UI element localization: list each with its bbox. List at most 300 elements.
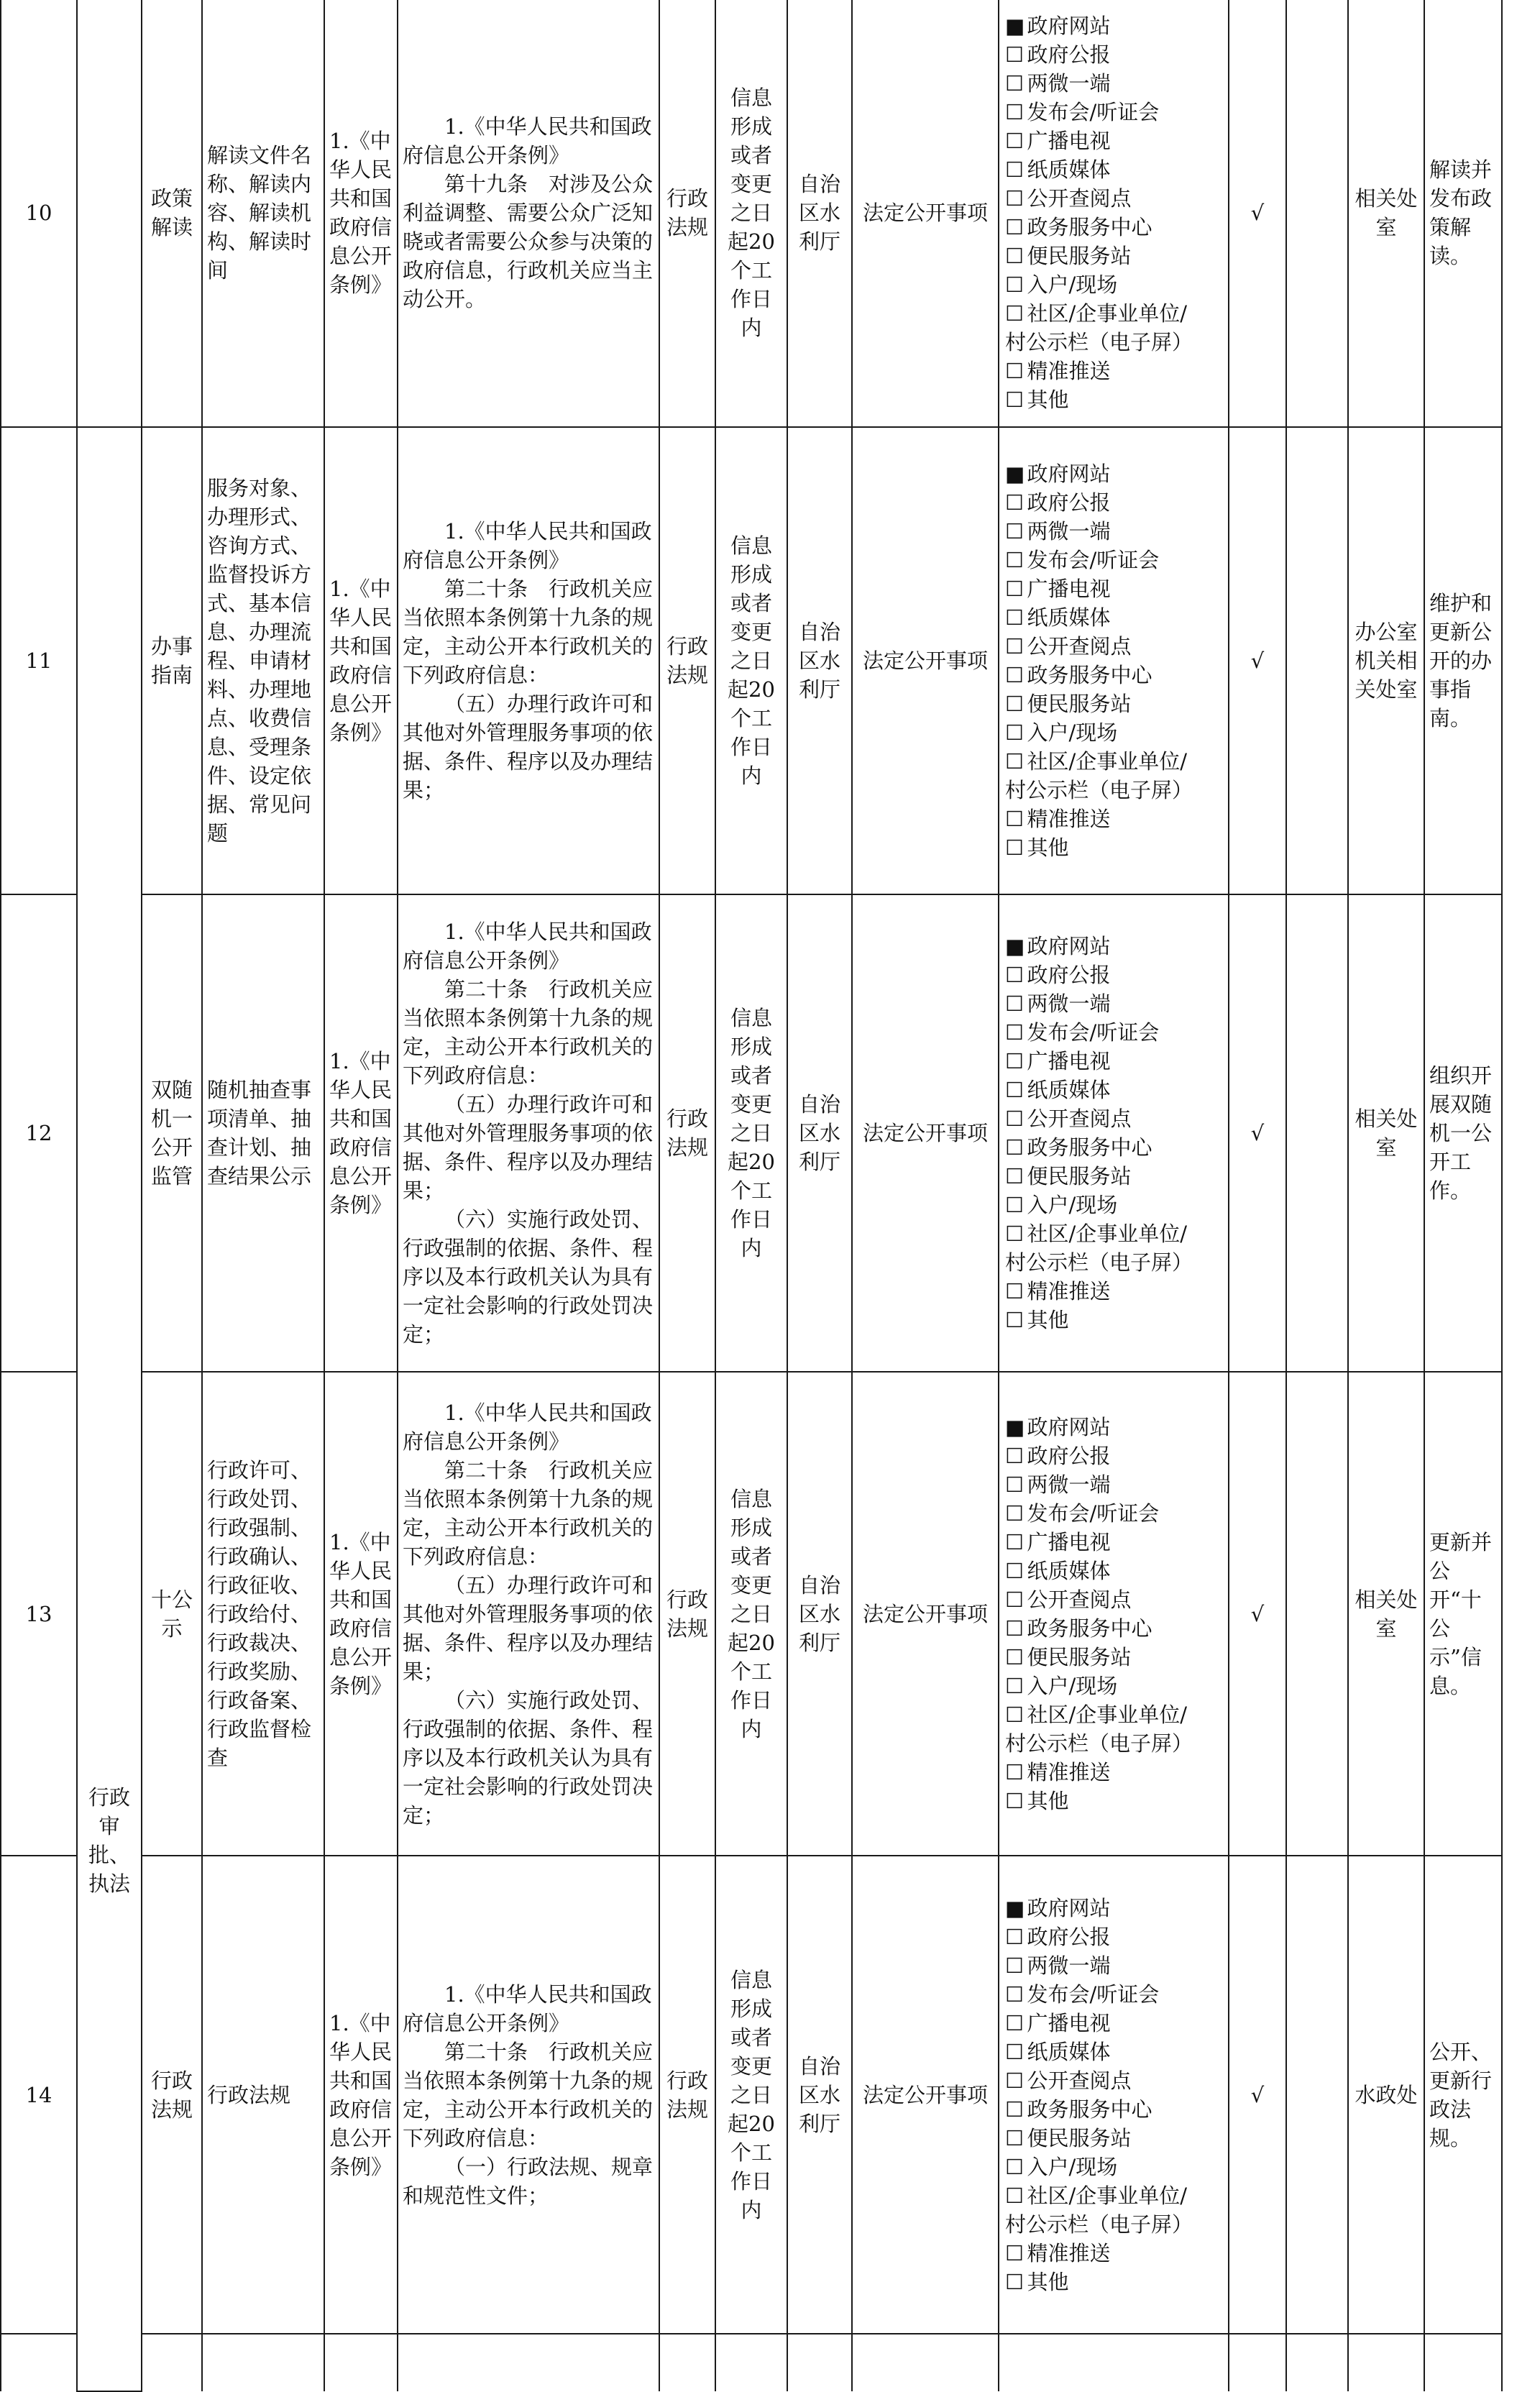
channel-option[interactable] — [999, 488, 1228, 517]
time-limit: 信息形成或者变更之日起20个工作日内 — [715, 894, 787, 1372]
table-row — [1, 1856, 1502, 2334]
table-row — [1, 0, 1502, 427]
channel-option[interactable] — [999, 2124, 1228, 2153]
channel-option[interactable] — [999, 1133, 1228, 1162]
law-type: 行政法规 — [659, 0, 715, 427]
row-number: 10 — [1, 0, 77, 427]
unchecked-box-icon[interactable]: ☐ — [1005, 835, 1024, 860]
unchecked-box-icon[interactable]: ☐ — [1005, 1135, 1024, 1160]
subject: 自治区水利厅 — [787, 1856, 852, 2334]
table-row — [1, 1372, 1502, 1856]
attribute: 法定公开事项 — [852, 0, 999, 427]
unchecked-box-icon[interactable]: ☐ — [1005, 634, 1024, 659]
unchecked-box-icon[interactable]: ☐ — [1005, 2269, 1024, 2294]
channel-option[interactable] — [999, 2181, 1228, 2210]
channel-label: 其他 — [1027, 2269, 1069, 2294]
channel-option[interactable] — [999, 1894, 1228, 1923]
channel-label: 发布会/听证会 — [1027, 99, 1160, 124]
channel-option[interactable] — [999, 1277, 1228, 1306]
empty-cell — [142, 2334, 202, 2391]
item-content: 解读文件名称、解读内容、解读机构、解读时间 — [202, 0, 324, 427]
channel-label: 政务服务中心 — [1027, 214, 1152, 239]
unchecked-box-icon[interactable]: ☐ — [1005, 1472, 1024, 1497]
channel-label: 入户/现场 — [1027, 720, 1118, 745]
channel-option[interactable] — [999, 213, 1228, 242]
unchecked-box-icon[interactable]: ☐ — [1005, 272, 1024, 297]
channel-option[interactable] — [999, 1787, 1228, 1815]
all-public-mark: √ — [1229, 0, 1286, 427]
channel-option[interactable] — [999, 1758, 1228, 1787]
channel-label: 便民服务站 — [1027, 2125, 1132, 2150]
unchecked-box-icon[interactable]: ☐ — [1005, 1020, 1024, 1045]
law-name: 1.《中华人民共和国政府信息公开条例》 — [324, 1372, 398, 1856]
all-public-mark: √ — [1229, 1856, 1286, 2334]
law-name: 1.《中华人民共和国政府信息公开条例》 — [324, 1856, 398, 2334]
empty-cell — [1286, 2334, 1348, 2391]
time-limit: 信息形成或者变更之日起20个工作日内 — [715, 1856, 787, 2334]
channel-label: 政府网站 — [1027, 1414, 1111, 1439]
channel-option[interactable] — [999, 632, 1228, 661]
channel-option[interactable] — [999, 69, 1228, 98]
channel-label: 政府公报 — [1027, 963, 1111, 987]
unchecked-box-icon[interactable]: ☐ — [1005, 963, 1024, 987]
unchecked-box-icon[interactable]: ☐ — [1005, 1279, 1024, 1303]
channel-label: 发布会/听证会 — [1027, 1981, 1160, 2007]
unchecked-box-icon[interactable]: ☐ — [1005, 1981, 1024, 2007]
unchecked-box-icon[interactable]: ☐ — [1005, 1644, 1024, 1669]
basis-paragraph: 第十九条 对涉及公众利益调整、需要公众广泛知晓或者需要公众参与决策的政府信息，行政机关应当主动公开。 — [403, 171, 654, 311]
channel-option[interactable] — [999, 270, 1228, 299]
row-number: 11 — [1, 427, 77, 894]
basis-paragraph: （六）实施行政处罚、行政强制的依据、条件、程序以及本行政机关认为具有一定社会影响的行政处罚决定； — [403, 1207, 654, 1347]
law-name: 1.《中华人民共和国政府信息公开条例》 — [324, 894, 398, 1372]
law-type: 行政法规 — [659, 1856, 715, 2334]
channel-label: 两微一端 — [1027, 1953, 1111, 1978]
channel-label: 社区/企事业单位/ — [1027, 301, 1187, 326]
channel-label: 便民服务站 — [1027, 692, 1132, 716]
basis-paragraph: 1.《中华人民共和国政府信息公开条例》 — [403, 114, 652, 168]
channel-label: 政府网站 — [1027, 13, 1111, 38]
channel-option[interactable] — [999, 1162, 1228, 1191]
unchecked-box-icon[interactable]: ☐ — [1005, 1078, 1024, 1102]
channel-label: 村公示栏（电子屏） — [1005, 2212, 1193, 2237]
time-limit: 信息形成或者变更之日起20个工作日内 — [715, 0, 787, 427]
channel-label: 精准推送 — [1027, 807, 1111, 831]
unchecked-box-icon[interactable]: ☐ — [1005, 605, 1024, 630]
unchecked-box-icon[interactable]: ☐ — [1005, 1702, 1024, 1727]
channel-label: 两微一端 — [1027, 1472, 1111, 1497]
channel-label: 政务服务中心 — [1027, 1616, 1152, 1641]
channel-label: 社区/企事业单位/ — [1027, 1222, 1187, 1246]
empty-cell — [659, 2334, 715, 2391]
row-number: 12 — [1, 894, 77, 1372]
channel-option[interactable] — [999, 747, 1228, 776]
unchecked-box-icon[interactable]: ☐ — [1005, 2240, 1024, 2265]
channel-label: 其他 — [1027, 1308, 1069, 1332]
channel-option[interactable] — [999, 299, 1228, 328]
channel-label: 政务服务中心 — [1027, 1135, 1152, 1160]
channel-option[interactable] — [999, 40, 1228, 69]
section-label: 行政审批、执法 — [77, 427, 142, 2391]
basis-paragraph: 第二十条 行政机关应当依照本条例第十九条的规定，主动公开本行政机关的下列政府信息： — [403, 2039, 654, 2150]
channel-option[interactable] — [999, 546, 1228, 574]
unchecked-box-icon[interactable]: ☐ — [1005, 1308, 1024, 1332]
time-limit: 信息形成或者变更之日起20个工作日内 — [715, 1372, 787, 1856]
empty-cell — [852, 2334, 999, 2391]
channel-label: 便民服务站 — [1027, 1164, 1132, 1188]
channel-option[interactable] — [999, 718, 1228, 747]
unchecked-box-icon[interactable]: ☐ — [1005, 692, 1024, 716]
channel-option[interactable] — [999, 603, 1228, 632]
channel-label: 公开查阅点 — [1027, 185, 1132, 211]
channel-checklist — [999, 894, 1229, 1372]
responsible-department: 相关处室 — [1348, 1372, 1424, 1856]
basis-paragraph: 第二十条 行政机关应当依照本条例第十九条的规定，主动公开本行政机关的下列政府信息： — [403, 1457, 654, 1569]
law-name: 1.《中华人民共和国政府信息公开条例》 — [324, 0, 398, 427]
law-type: 行政法规 — [659, 427, 715, 894]
channel-label: 政府公报 — [1027, 42, 1111, 67]
unchecked-box-icon[interactable]: ☐ — [1005, 720, 1024, 745]
channel-label: 精准推送 — [1027, 2240, 1111, 2265]
empty-cell — [398, 2334, 659, 2391]
channel-option[interactable] — [999, 1700, 1228, 1729]
responsible-department: 相关处室 — [1348, 0, 1424, 427]
channel-label: 公开查阅点 — [1027, 634, 1132, 659]
channel-label: 其他 — [1027, 835, 1069, 860]
unchecked-box-icon[interactable]: ☐ — [1005, 1558, 1024, 1583]
responsible-department: 水政处 — [1348, 1856, 1424, 2334]
unchecked-box-icon[interactable]: ☐ — [1005, 1193, 1024, 1217]
item-name: 政策解读 — [142, 0, 202, 427]
basis-paragraph: 1.《中华人民共和国政府信息公开条例》 — [403, 1981, 652, 2035]
channel-label: 社区/企事业单位/ — [1027, 1702, 1187, 1727]
channel-option[interactable] — [999, 1672, 1228, 1700]
row-number: 13 — [1, 1372, 77, 1856]
unchecked-box-icon[interactable]: ☐ — [1005, 1673, 1024, 1698]
channel-label: 发布会/听证会 — [1027, 1020, 1160, 1045]
unchecked-box-icon[interactable]: ☐ — [1005, 358, 1024, 383]
basis-paragraph: 1.《中华人民共和国政府信息公开条例》 — [403, 1400, 652, 1454]
basis-paragraph: （五）办理行政许可和其他对外管理服务事项的依据、条件、程序以及办理结果； — [403, 1572, 654, 1684]
empty-cell — [999, 2334, 1229, 2391]
all-public-mark: √ — [1229, 894, 1286, 1372]
channel-option[interactable] — [999, 98, 1228, 127]
channel-option[interactable] — [999, 2239, 1228, 2268]
attribute: 法定公开事项 — [852, 1856, 999, 2334]
channel-option[interactable] — [999, 1557, 1228, 1585]
channel-label: 便民服务站 — [1027, 243, 1132, 268]
channel-label: 社区/企事业单位/ — [1027, 749, 1187, 774]
unchecked-box-icon[interactable]: ☐ — [1005, 2010, 1024, 2035]
attribute: 法定公开事项 — [852, 894, 999, 1372]
specific-group-mark — [1286, 1372, 1348, 1856]
channel-option[interactable] — [999, 805, 1228, 833]
channel-label: 广播电视 — [1027, 577, 1111, 601]
subject: 自治区水利厅 — [787, 427, 852, 894]
channel-option[interactable] — [999, 2038, 1228, 2066]
remark: 维护和更新公开的办事指南。 — [1424, 427, 1502, 894]
unchecked-box-icon[interactable]: ☐ — [1005, 1529, 1024, 1554]
category-cell-top — [77, 0, 142, 427]
unchecked-box-icon[interactable]: ☐ — [1005, 1924, 1024, 1949]
subject: 自治区水利厅 — [787, 0, 852, 427]
channel-checklist — [999, 427, 1229, 894]
channel-option[interactable] — [999, 1219, 1228, 1248]
channel-option[interactable] — [999, 932, 1228, 961]
channel-label: 纸质媒体 — [1027, 2039, 1111, 2064]
unchecked-box-icon[interactable]: ☐ — [1005, 548, 1024, 572]
channel-label: 村公示栏（电子屏） — [1005, 778, 1193, 802]
unchecked-box-icon[interactable]: ☐ — [1005, 243, 1024, 268]
channel-option[interactable] — [999, 184, 1228, 213]
checked-box-icon[interactable]: ■ — [1005, 934, 1025, 958]
unchecked-box-icon[interactable]: ☐ — [1005, 1443, 1024, 1468]
channel-option[interactable] — [999, 12, 1228, 40]
unchecked-box-icon[interactable]: ☐ — [1005, 577, 1024, 601]
channel-label: 两微一端 — [1027, 991, 1111, 1016]
channel-option[interactable] — [999, 833, 1228, 862]
unchecked-box-icon[interactable]: ☐ — [1005, 1049, 1024, 1073]
channel-option[interactable] — [999, 1951, 1228, 1980]
disclosure-basis — [398, 1856, 659, 2334]
unchecked-box-icon[interactable]: ☐ — [1005, 99, 1024, 124]
basis-paragraph: （一）行政法规、规章和规范性文件； — [403, 2154, 654, 2208]
channel-label: 公开查阅点 — [1027, 1106, 1132, 1131]
unchecked-box-icon[interactable]: ☐ — [1005, 1788, 1024, 1813]
channel-label: 两微一端 — [1027, 519, 1111, 544]
item-name: 办事指南 — [142, 427, 202, 894]
empty-cell — [1, 2334, 77, 2391]
channel-label: 其他 — [1027, 387, 1069, 412]
channel-option[interactable] — [999, 1585, 1228, 1614]
law-type: 行政法规 — [659, 1372, 715, 1856]
channel-label: 两微一端 — [1027, 70, 1111, 96]
basis-paragraph: 1.《中华人民共和国政府信息公开条例》 — [403, 920, 652, 973]
channel-option[interactable] — [999, 385, 1228, 414]
channel-label: 广播电视 — [1027, 1049, 1111, 1073]
channel-label: 政务服务中心 — [1027, 2097, 1152, 2122]
channel-label: 入户/现场 — [1027, 272, 1118, 297]
channel-label: 政府网站 — [1027, 462, 1111, 486]
unchecked-box-icon[interactable]: ☐ — [1005, 157, 1024, 182]
channel-option[interactable] — [999, 2268, 1228, 2296]
channel-label: 政府公报 — [1027, 1443, 1111, 1468]
remark: 更新并公开“十公示”信息。 — [1424, 1372, 1502, 1856]
channel-label: 精准推送 — [1027, 358, 1111, 383]
specific-group-mark — [1286, 427, 1348, 894]
law-name: 1.《中华人民共和国政府信息公开条例》 — [324, 427, 398, 894]
unchecked-box-icon[interactable]: ☐ — [1005, 1616, 1024, 1641]
channel-option[interactable] — [999, 2153, 1228, 2181]
channel-label: 公开查阅点 — [1027, 1587, 1132, 1612]
unchecked-box-icon[interactable]: ☐ — [1005, 2154, 1024, 2179]
channel-option[interactable] — [999, 459, 1228, 488]
channel-option[interactable] — [999, 517, 1228, 546]
channel-option[interactable] — [999, 689, 1228, 718]
channel-option[interactable] — [999, 1643, 1228, 1672]
channel-label: 政府公报 — [1027, 490, 1111, 515]
checked-box-icon[interactable]: ■ — [1005, 1414, 1025, 1439]
unchecked-box-icon[interactable]: ☐ — [1005, 1759, 1024, 1784]
channel-label: 入户/现场 — [1027, 1673, 1118, 1698]
channel-label: 广播电视 — [1027, 128, 1111, 153]
specific-group-mark — [1286, 0, 1348, 427]
channel-option[interactable] — [999, 1470, 1228, 1499]
basis-paragraph: 第二十条 行政机关应当依照本条例第十九条的规定，主动公开本行政机关的下列政府信息： — [403, 577, 654, 687]
channel-option[interactable] — [999, 961, 1228, 989]
row-number: 14 — [1, 1856, 77, 2334]
unchecked-box-icon[interactable]: ☐ — [1005, 991, 1024, 1016]
channel-option[interactable] — [999, 2066, 1228, 2095]
channel-label: 精准推送 — [1027, 1759, 1111, 1784]
item-content: 服务对象、办理形式、咨询方式、监督投诉方式、基本信息、办理流程、申请材料、办理地点、收费信息、受理条件、设定依据、常见问题 — [202, 427, 324, 894]
channel-option[interactable] — [999, 1413, 1228, 1442]
unchecked-box-icon[interactable]: ☐ — [1005, 128, 1024, 153]
unchecked-box-icon[interactable]: ☐ — [1005, 2097, 1024, 2122]
channel-label: 纸质媒体 — [1027, 1558, 1111, 1583]
channel-label: 纸质媒体 — [1027, 157, 1111, 182]
channel-option[interactable] — [999, 1076, 1228, 1104]
specific-group-mark — [1286, 1856, 1348, 2334]
basis-paragraph: 1.《中华人民共和国政府信息公开条例》 — [403, 519, 652, 572]
channel-option[interactable] — [999, 661, 1228, 689]
channel-option[interactable] — [999, 328, 1228, 357]
unchecked-box-icon[interactable]: ☐ — [1005, 70, 1024, 96]
channel-option[interactable] — [999, 2009, 1228, 2038]
basis-paragraph: 第二十条 行政机关应当依照本条例第十九条的规定，主动公开本行政机关的下列政府信息： — [403, 977, 654, 1088]
channel-label: 公开查阅点 — [1027, 2068, 1132, 2093]
specific-group-mark — [1286, 894, 1348, 1372]
channel-label: 纸质媒体 — [1027, 605, 1111, 630]
channel-label: 政府网站 — [1027, 934, 1111, 958]
unchecked-box-icon[interactable]: ☐ — [1005, 42, 1024, 67]
channel-option[interactable] — [999, 357, 1228, 385]
channel-option[interactable] — [999, 776, 1228, 805]
table-row-partial — [1, 2334, 1502, 2391]
channel-label: 广播电视 — [1027, 1529, 1111, 1554]
remark: 公开、更新行政法规。 — [1424, 1856, 1502, 2334]
all-public-mark: √ — [1229, 427, 1286, 894]
disclosure-basis — [398, 0, 659, 427]
subject: 自治区水利厅 — [787, 894, 852, 1372]
unchecked-box-icon[interactable]: ☐ — [1005, 663, 1024, 687]
channel-label: 村公示栏（电子屏） — [1005, 1731, 1193, 1756]
disclosure-basis — [398, 1372, 659, 1856]
channel-option[interactable] — [999, 1104, 1228, 1133]
item-content: 行政法规 — [202, 1856, 324, 2334]
unchecked-box-icon[interactable]: ☐ — [1005, 1106, 1024, 1131]
unchecked-box-icon[interactable]: ☐ — [1005, 2183, 1024, 2208]
channel-label: 纸质媒体 — [1027, 1078, 1111, 1102]
item-content: 随机抽查事项清单、抽查计划、抽查结果公示 — [202, 894, 324, 1372]
attribute: 法定公开事项 — [852, 1372, 999, 1856]
channel-option[interactable] — [999, 2210, 1228, 2239]
unchecked-box-icon[interactable]: ☐ — [1005, 1500, 1024, 1526]
item-name: 十公示 — [142, 1372, 202, 1856]
channel-label: 社区/企事业单位/ — [1027, 2183, 1187, 2208]
item-name: 双随机一公开监管 — [142, 894, 202, 1372]
unchecked-box-icon[interactable]: ☐ — [1005, 519, 1024, 544]
disclosure-basis — [398, 427, 659, 894]
remark: 解读并发布政策解读。 — [1424, 0, 1502, 427]
channel-option[interactable] — [999, 1499, 1228, 1528]
unchecked-box-icon[interactable]: ☐ — [1005, 2039, 1024, 2064]
empty-cell — [1424, 2334, 1502, 2391]
item-name: 行政法规 — [142, 1856, 202, 2334]
disclosure-basis — [398, 894, 659, 1372]
channel-option[interactable] — [999, 1191, 1228, 1219]
channel-option[interactable] — [999, 127, 1228, 155]
table-row — [1, 894, 1502, 1372]
channel-option[interactable] — [999, 1306, 1228, 1334]
channel-option[interactable] — [999, 1018, 1228, 1047]
unchecked-box-icon[interactable]: ☐ — [1005, 214, 1024, 239]
unchecked-box-icon[interactable]: ☐ — [1005, 749, 1024, 774]
responsible-department: 相关处室 — [1348, 894, 1424, 1372]
channel-option[interactable] — [999, 574, 1228, 603]
channel-option[interactable] — [999, 155, 1228, 184]
empty-cell — [1348, 2334, 1424, 2391]
unchecked-box-icon[interactable]: ☐ — [1005, 2125, 1024, 2150]
unchecked-box-icon[interactable]: ☐ — [1005, 807, 1024, 831]
empty-cell — [202, 2334, 324, 2391]
channel-option[interactable] — [999, 1047, 1228, 1076]
channel-option[interactable] — [999, 1923, 1228, 1951]
unchecked-box-icon[interactable]: ☐ — [1005, 1587, 1024, 1612]
basis-paragraph: （五）办理行政许可和其他对外管理服务事项的依据、条件、程序以及办理结果； — [403, 1092, 654, 1203]
unchecked-box-icon[interactable]: ☐ — [1005, 1953, 1024, 1978]
checked-box-icon[interactable]: ■ — [1005, 13, 1025, 38]
channel-option[interactable] — [999, 1980, 1228, 2009]
channel-checklist — [999, 1856, 1229, 2334]
unchecked-box-icon[interactable]: ☐ — [1005, 1222, 1024, 1246]
unchecked-box-icon[interactable]: ☐ — [1005, 2068, 1024, 2093]
attribute: 法定公开事项 — [852, 427, 999, 894]
all-public-mark: √ — [1229, 1372, 1286, 1856]
channel-label: 政府公报 — [1027, 1924, 1111, 1949]
subject: 自治区水利厅 — [787, 1372, 852, 1856]
channel-label: 发布会/听证会 — [1027, 548, 1160, 572]
channel-label: 村公示栏（电子屏） — [1005, 1250, 1193, 1275]
unchecked-box-icon[interactable]: ☐ — [1005, 387, 1024, 412]
channel-option[interactable] — [999, 242, 1228, 270]
channel-label: 入户/现场 — [1027, 2154, 1118, 2179]
channel-option[interactable] — [999, 1528, 1228, 1557]
channel-label: 精准推送 — [1027, 1279, 1111, 1303]
checked-box-icon[interactable]: ■ — [1005, 462, 1025, 486]
empty-cell — [324, 2334, 398, 2391]
responsible-department: 办公室机关相关处室 — [1348, 427, 1424, 894]
channel-option[interactable] — [999, 2095, 1228, 2124]
checked-box-icon[interactable]: ■ — [1005, 1895, 1025, 1920]
table-row — [1, 427, 1502, 894]
channel-option[interactable] — [999, 1614, 1228, 1643]
channel-label: 便民服务站 — [1027, 1644, 1132, 1669]
unchecked-box-icon[interactable]: ☐ — [1005, 301, 1024, 326]
channel-option[interactable] — [999, 1442, 1228, 1470]
channel-checklist — [999, 0, 1229, 427]
empty-cell — [715, 2334, 787, 2391]
unchecked-box-icon[interactable]: ☐ — [1005, 185, 1024, 211]
empty-cell — [787, 2334, 852, 2391]
channel-option[interactable] — [999, 989, 1228, 1018]
empty-cell — [1229, 2334, 1286, 2391]
unchecked-box-icon[interactable]: ☐ — [1005, 1164, 1024, 1188]
unchecked-box-icon[interactable]: ☐ — [1005, 490, 1024, 515]
channel-option[interactable] — [999, 1729, 1228, 1758]
basis-paragraph: （五）办理行政许可和其他对外管理服务事项的依据、条件、程序以及办理结果； — [403, 692, 654, 802]
channel-option[interactable] — [999, 1248, 1228, 1277]
